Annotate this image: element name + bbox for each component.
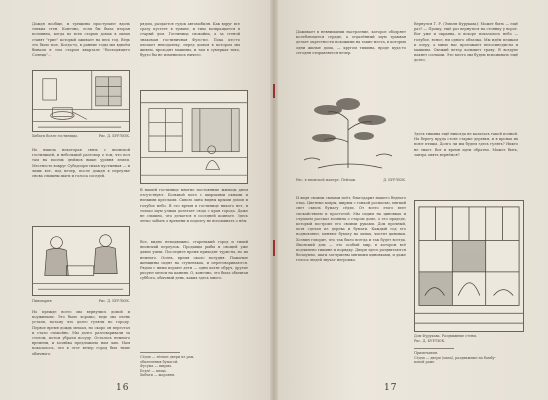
caption-2-title: Пивоварня xyxy=(32,299,52,303)
footnote-title: Примечания. xyxy=(414,351,439,355)
left-text-bottom-left: Но прежде всего мы вернулись домой и поужинали. Это было хорошо, ведь мы очень устали, потому что долго гуляли по городу. Первое время дождь мешал, но скоро он перестал и стало спокойно. Мы долго разговаривали за столом, потом убрали посуду. Осталось немного времени, и хозяйка предложила нам чаю. Нам показалось, что в этот вечер город был тише обычного. xyxy=(32,310,130,356)
footnote-rule xyxy=(140,352,180,353)
caption-1 xyxy=(32,134,130,138)
caption-1-credit: Рис. Д. БУРЛЮК. xyxy=(98,134,130,138)
right-text-top-left: Доживает в невнимании настроение, которое ободряет колеблющееся сердце, а отдалённый шум трамвая делает окрестности похожими на такие места, в которых одни жилые дома, — кругом тишина, вроде куда-то сегодня отправляется вечер. xyxy=(296,30,406,55)
footnote-line: ковой раме. xyxy=(414,360,436,365)
binding-thread xyxy=(273,240,275,256)
right-text-mid-right: Здесь тишина ещё никогда не казалась такой полной. На берегу пруда стоят старые деревья, и в кронах их поют птицы. Долго ли мы будем здесь гулять? Никто не знает. Вот и время идти обратно. Может быть, завтра опять вернёмся? xyxy=(414,132,518,157)
illustration-sliding-walls xyxy=(414,200,524,332)
illustration-pine-tree xyxy=(298,90,398,172)
left-text-low-right: Все, видно неподвижно, старенький город и тихий японский переулок. Продавцы рыбы и овощей уже давно ушли. Последнее время приходят туристы, но их немного. Осень, время около полудня. Пожилые женщины сидят на ступеньках, и переговариваются. Рядом с ними играют дети — одни катят обруч, другие рисуют мелом на камнях. О, конечно, это была обычная суббота, обычный день, каких здесь много. xyxy=(140,240,248,281)
right-text-top-right: Вернулся Г. Р. (Эмиля Фурукава): Может быть — ещё раз? — Прошу, ещё раз вернуться на стоянку у ворот. Вот уже и окраина, и вскоре показалось небо — голубое, ясное, ни одного облачка. Мы идём пешком к озеру, а мимо нас проезжают велосипедисты и машины. Свежий ветер колышет траву. В воздухе пахнет соснами. Это место мы будем вспоминать ещё долго. xyxy=(414,22,518,63)
left-footnote xyxy=(140,355,194,378)
footnote-line: Хибати — жаровня. xyxy=(140,373,176,378)
caption-2 xyxy=(32,299,130,303)
left-text-mid-right: В нашей гостинице многие постоянные жильцы днем отсутствуют. Большой холл с широкими окнами и низкими креслами. Сквозь окна видны крыши домов и голубое небо. В это время в гостинице никого нет, и только шум улицы долетает сюда с края города. Даже не слышно, что делается в соседней комнате. Здесь легко забыть о времени и подолгу не вспоминать о нём. xyxy=(140,188,248,224)
left-text-top-right: рядом, раздается гудок автомобиля. Как вдруг все сразу пустеет в тумане, и тихо возвращается в старый дом. Гостиница спокойна, а за стеной знакомая гостиничная Фуэо-мэ. Пока кто-то хлопает неподалеку, перед домом в котором мы живем, проходят машины, и там в сумерках тихо, будто бы не изменилось ничего. xyxy=(140,22,240,58)
caption-2-credit: Рис. Д. БУРЛЮК. xyxy=(98,299,130,303)
left-text-top-left: Дождя вообще, и трещины проступают вдоль тонких стен. Конечно, если бы была вторая половина, когда во всех старых домах в окнах ставят "грие" который оживает на весь год. Ведь это было мое. Когда-то, в ранние годы мы вдвоём бывали в том старом квартале "Восходящего Солнца"... xyxy=(32,22,130,58)
right-page-number: 17 xyxy=(384,383,398,393)
left-page-number: 16 xyxy=(116,383,130,393)
footnote-line: Фусума — ширма. xyxy=(140,364,173,369)
caption-4-line: Дом Фурукава. Раздвижные стены. xyxy=(414,334,478,338)
illustration-interior-figure xyxy=(140,90,248,184)
book-gutter xyxy=(270,0,278,400)
caption-3-title: Рис. в японской манере. Пейзаж. xyxy=(296,178,357,182)
illustration-two-men-table xyxy=(32,226,130,296)
caption-3-credit: Д. БУРЛЮК. xyxy=(383,178,406,182)
footnote-rule xyxy=(414,348,454,349)
footnote-line: обклеенных бумагой. xyxy=(140,359,179,364)
illustration-hibachi-room xyxy=(32,70,130,132)
footnote-line: Сёдзи — двери (окна), раздвижные на бамбу- xyxy=(414,355,496,360)
caption-4 xyxy=(414,334,477,343)
caption-4-line: Рис. Д. БУРЛЮК. xyxy=(414,338,446,343)
right-text-bottom-left: И видя своими сынами поёт, благодарит нашего бедного отца. Цветные ковры, ширмы с тонкой росписью, мягкий свет сквозь бумагу сёдзи. От всего этого веет спокойствием и простотой. Мы сидим на циновках и слушаем рассказ хозяина о старом доме, о его прадеде, который построил его своими руками. Дом прочный, хотя сделан из дерева и бумаги. Каждый год его подновляют, меняют бумагу на окнах, чистят циновки. Хозяин говорит, что так было всегда и так будет всегда. Японский дом — это особый мир, в котором всё подчинено тишине и порядку. Двери здесь раздвигаются бесшумно, шаги заглушены мягкими циновками, и даже голоса людей звучат негромко. xyxy=(296,196,406,263)
footnote-line: Сёдзи — лёгкие двери из рам, xyxy=(140,355,195,359)
right-footnote xyxy=(414,351,496,365)
right-page xyxy=(274,0,548,400)
binding-thread xyxy=(273,84,275,98)
caption-1-title: Хибати Возле гостиницы. xyxy=(32,134,78,138)
caption-3 xyxy=(296,178,406,182)
footnote-line: Бедзё — пища. xyxy=(140,368,167,373)
left-text-mid-left: Но вышла некоторая связь с японской гостиницей, и небольшой разговор о том, что пол там на восемь дюймов выше уровня земли. Местность вокруг Субадзори тихая пустынная — и лишь вот, под вечер, после дождя в переулке снова слышны шаги и голоса соседей. xyxy=(32,148,130,179)
